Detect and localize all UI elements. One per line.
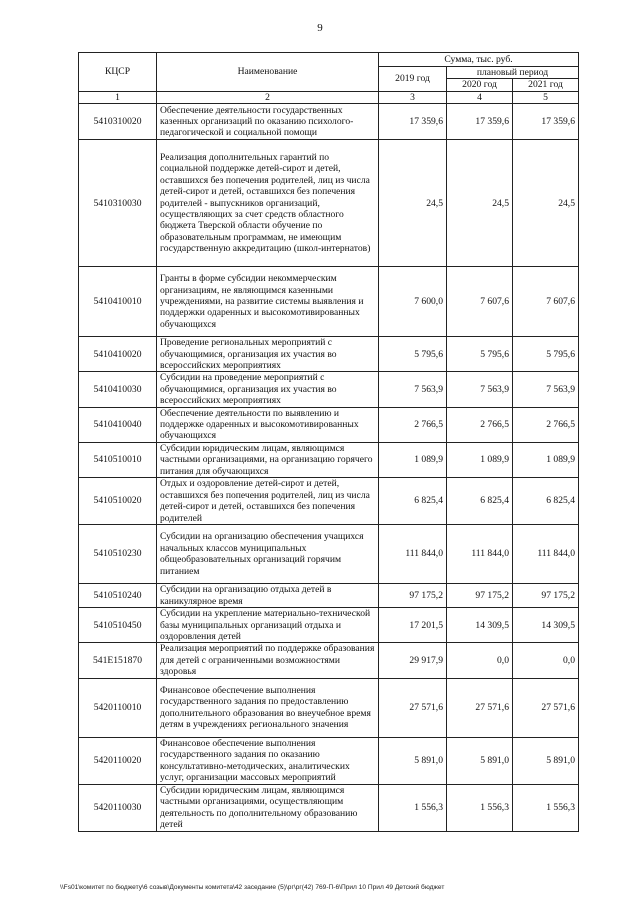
column-number: 3 <box>379 91 447 103</box>
amount-2019-cell: 111 844,0 <box>379 525 447 584</box>
amount-2019-cell: 5 891,0 <box>379 737 447 784</box>
amount-2020-cell: 0,0 <box>447 643 513 678</box>
item-name-cell: Гранты в форме субсидии некоммерческим организациям, не являющимся казенными учреждениями, на развитие системы выявления и поддержки одаренных и высокомотивированных обучающихся <box>157 267 379 337</box>
table-row <box>79 584 579 608</box>
item-name-cell: Обеспечение деятельности по выявлению и поддержке одаренных и высокомотивированных обучающихся <box>157 407 379 442</box>
table-header <box>79 53 579 104</box>
header-year-2019: 2019 год <box>379 67 447 92</box>
kcsr-code-cell: 5410410030 <box>79 372 157 407</box>
amount-2019-cell: 1 089,9 <box>379 442 447 477</box>
amount-2019-cell: 7 600,0 <box>379 267 447 337</box>
amount-2019-cell: 1 556,3 <box>379 784 447 831</box>
item-name-cell: Реализация дополнительных гарантий по социальной поддержке детей-сирот и детей, оставшихся без попечения родителей, лиц из числа детей-сирот и детей, оставшихся без попечения родителей - выпускников организаций, осуществляющих за счет средств областного бюджета Тверской области обучение по образовательным программам, не имеющим государственную аккредитацию (школ-интернатов) <box>157 140 379 267</box>
table-row <box>79 104 579 140</box>
amount-2021-cell: 1 089,9 <box>513 442 579 477</box>
table-row <box>79 525 579 584</box>
kcsr-code-cell: 5410310020 <box>79 104 157 140</box>
amount-2021-cell: 27 571,6 <box>513 678 579 737</box>
item-name-cell: Финансовое обеспечение выполнения государственного задания по оказанию консультативно-методических, аналитических услуг, организации массовых мероприятий <box>157 737 379 784</box>
table-row <box>79 643 579 678</box>
item-name-cell: Обеспечение деятельности государственных казенных организаций по оказанию психолого-педагогической и социальной помощи <box>157 104 379 140</box>
amount-2020-cell: 2 766,5 <box>447 407 513 442</box>
item-name-cell: Реализация мероприятий по поддержке образования для детей с ограниченными возможностями здоровья <box>157 643 379 678</box>
table-row <box>79 140 579 267</box>
header-year-2020: 2020 год <box>447 79 513 91</box>
budget-table <box>78 52 579 832</box>
item-name-cell: Субсидии юридическим лицам, являющимся частными организациями, осуществляющим деятельность по дополнительному образованию детей <box>157 784 379 831</box>
amount-2021-cell: 97 175,2 <box>513 584 579 608</box>
amount-2020-cell: 7 607,6 <box>447 267 513 337</box>
table-row <box>79 737 579 784</box>
amount-2020-cell: 24,5 <box>447 140 513 267</box>
column-number: 4 <box>447 91 513 103</box>
amount-2019-cell: 97 175,2 <box>379 584 447 608</box>
amount-2019-cell: 6 825,4 <box>379 478 447 525</box>
amount-2020-cell: 17 359,6 <box>447 104 513 140</box>
amount-2020-cell: 1 556,3 <box>447 784 513 831</box>
kcsr-code-cell: 5410410010 <box>79 267 157 337</box>
item-name-cell: Субсидии на организацию обеспечения учащихся начальных классов муниципальных общеобразовательных организаций горячим питанием <box>157 525 379 584</box>
header-sum: Сумма, тыс. руб. <box>379 53 579 67</box>
amount-2020-cell: 1 089,9 <box>447 442 513 477</box>
header-name: Наименование <box>157 53 379 92</box>
header-year-2021: 2021 год <box>513 79 579 91</box>
kcsr-code-cell: 5410510230 <box>79 525 157 584</box>
column-number: 2 <box>157 91 379 103</box>
amount-2021-cell: 5 795,6 <box>513 337 579 372</box>
kcsr-code-cell: 5410510010 <box>79 442 157 477</box>
table-body <box>79 104 579 831</box>
header-kcsr: КЦСР <box>79 53 157 92</box>
amount-2019-cell: 29 917,9 <box>379 643 447 678</box>
amount-2021-cell: 17 359,6 <box>513 104 579 140</box>
table-row <box>79 407 579 442</box>
item-name-cell: Субсидии на укрепление материально-технической базы муниципальных организаций отдыха и оздоровления детей <box>157 608 379 643</box>
amount-2020-cell: 27 571,6 <box>447 678 513 737</box>
amount-2021-cell: 111 844,0 <box>513 525 579 584</box>
item-name-cell: Субсидии на организацию отдыха детей в каникулярное время <box>157 584 379 608</box>
item-name-cell: Проведение региональных мероприятий с обучающимися, организация их участия во всероссийских мероприятиях <box>157 337 379 372</box>
amount-2020-cell: 6 825,4 <box>447 478 513 525</box>
table-row <box>79 442 579 477</box>
amount-2020-cell: 7 563,9 <box>447 372 513 407</box>
amount-2020-cell: 5 891,0 <box>447 737 513 784</box>
table-row <box>79 608 579 643</box>
column-number: 1 <box>79 91 157 103</box>
kcsr-code-cell: 5410410040 <box>79 407 157 442</box>
kcsr-code-cell: 5420110020 <box>79 737 157 784</box>
amount-2019-cell: 2 766,5 <box>379 407 447 442</box>
header-planned-period: плановый период <box>447 67 579 79</box>
column-numbers-row <box>79 91 579 103</box>
item-name-cell: Финансовое обеспечение выполнения государственного задания по предоставлению дополнительного образования во внеучебное время детям в учреждениях регионального значения <box>157 678 379 737</box>
table-row <box>79 372 579 407</box>
amount-2020-cell: 111 844,0 <box>447 525 513 584</box>
amount-2021-cell: 0,0 <box>513 643 579 678</box>
file-path-footer: \\Fs01\комитет по бюджету\6 созыв\Документы комитета\42 заседание (5)\рг\рг(42) 769-П-6\Прил 10 Прил 49 Детский бюджет <box>60 884 445 891</box>
item-name-cell: Субсидии на проведение мероприятий с обучающимися, организация их участия во всероссийских мероприятиях <box>157 372 379 407</box>
amount-2021-cell: 2 766,5 <box>513 407 579 442</box>
amount-2019-cell: 24,5 <box>379 140 447 267</box>
amount-2021-cell: 1 556,3 <box>513 784 579 831</box>
kcsr-code-cell: 5410510240 <box>79 584 157 608</box>
amount-2021-cell: 6 825,4 <box>513 478 579 525</box>
amount-2019-cell: 7 563,9 <box>379 372 447 407</box>
item-name-cell: Отдых и оздоровление детей-сирот и детей, оставшихся без попечения родителей, лиц из числа детей-сирот и детей, оставшихся без попечения родителей <box>157 478 379 525</box>
amount-2019-cell: 27 571,6 <box>379 678 447 737</box>
amount-2020-cell: 97 175,2 <box>447 584 513 608</box>
amount-2021-cell: 7 607,6 <box>513 267 579 337</box>
table-row <box>79 337 579 372</box>
item-name-cell: Субсидии юридическим лицам, являющимся частными организациями, на организацию горячего питания для обучающихся <box>157 442 379 477</box>
kcsr-code-cell: 5410410020 <box>79 337 157 372</box>
amount-2019-cell: 17 359,6 <box>379 104 447 140</box>
table-row <box>79 784 579 831</box>
table-row <box>79 267 579 337</box>
amount-2021-cell: 14 309,5 <box>513 608 579 643</box>
kcsr-code-cell: 5410510020 <box>79 478 157 525</box>
amount-2021-cell: 5 891,0 <box>513 737 579 784</box>
table-row <box>79 678 579 737</box>
amount-2019-cell: 17 201,5 <box>379 608 447 643</box>
page-number: 9 <box>317 22 323 34</box>
amount-2020-cell: 14 309,5 <box>447 608 513 643</box>
amount-2020-cell: 5 795,6 <box>447 337 513 372</box>
kcsr-code-cell: 5410510450 <box>79 608 157 643</box>
kcsr-code-cell: 5420110010 <box>79 678 157 737</box>
kcsr-code-cell: 5410310030 <box>79 140 157 267</box>
amount-2021-cell: 24,5 <box>513 140 579 267</box>
amount-2019-cell: 5 795,6 <box>379 337 447 372</box>
kcsr-code-cell: 541E151870 <box>79 643 157 678</box>
amount-2021-cell: 7 563,9 <box>513 372 579 407</box>
column-number: 5 <box>513 91 579 103</box>
kcsr-code-cell: 5420110030 <box>79 784 157 831</box>
table-row <box>79 478 579 525</box>
